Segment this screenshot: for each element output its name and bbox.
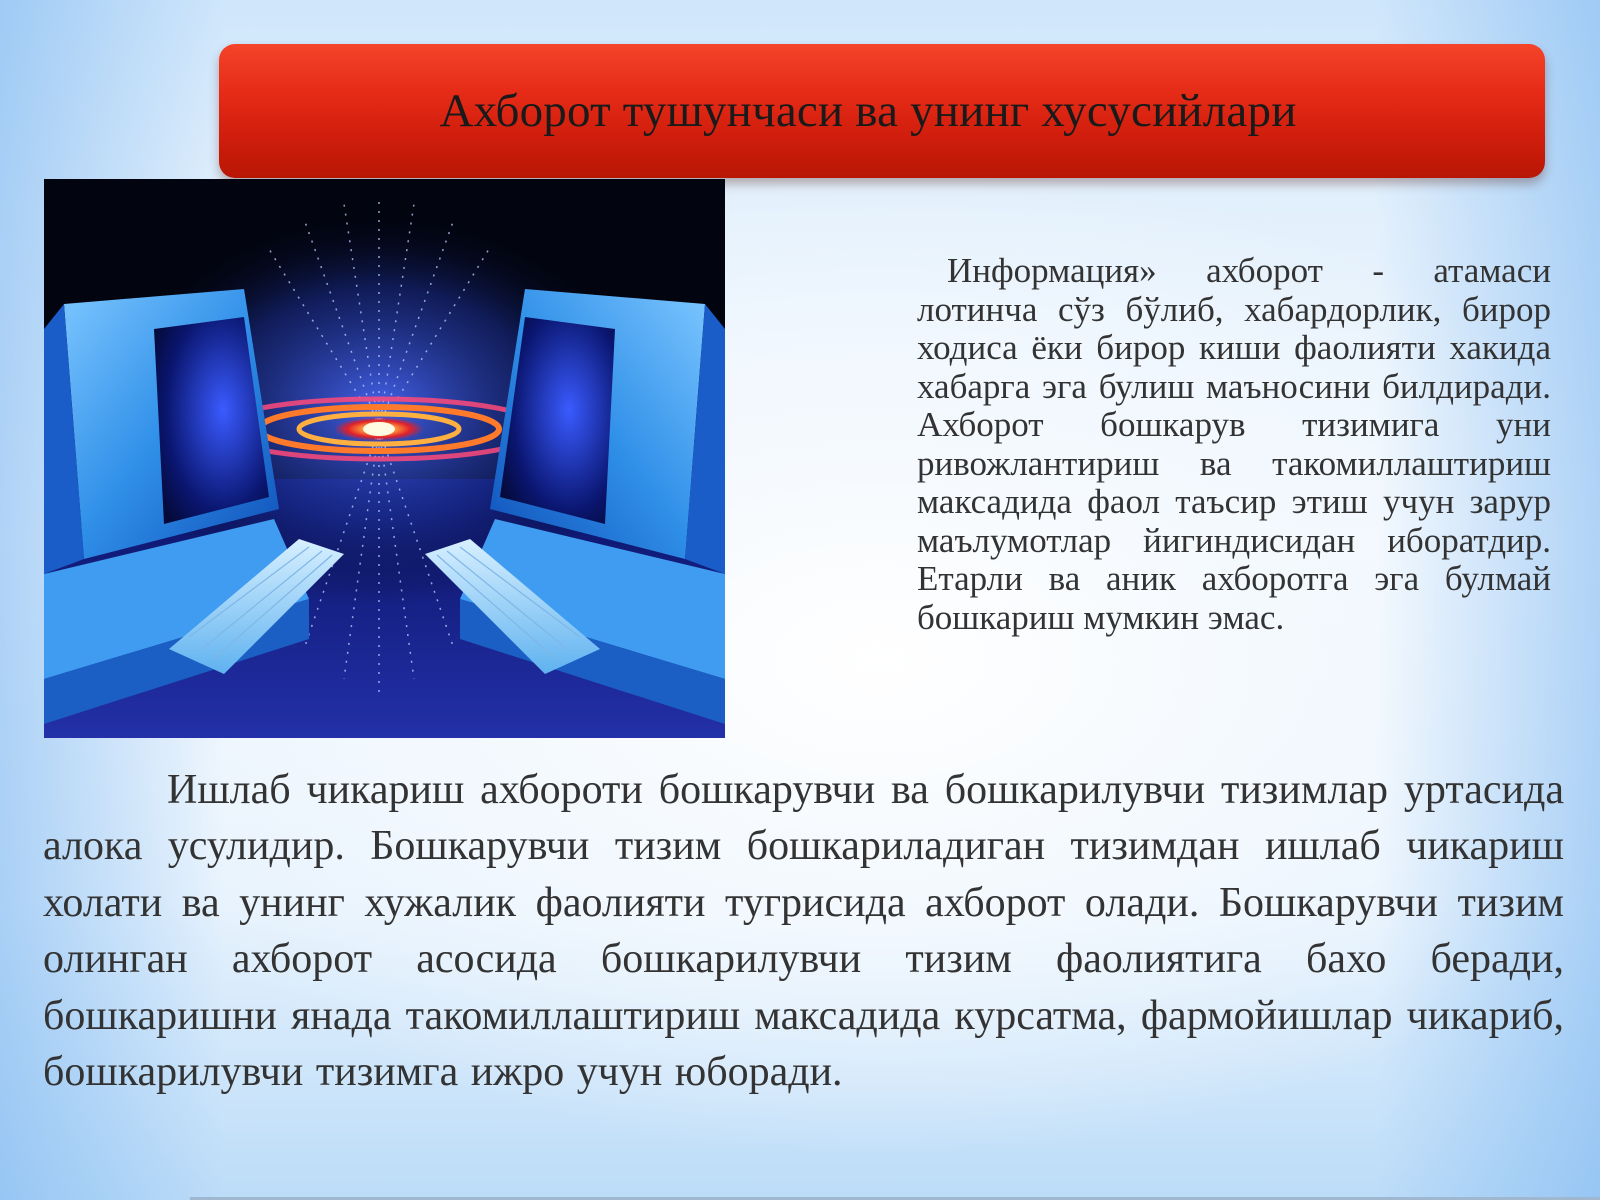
body-paragraph: Ишлаб чикариш ахбороти бошкарувчи ва бошкарилувчи тизимлар уртасида алока усулидир. Бошкарувчи тизим бошкариладиган тизимдан ишлаб чикариш холати ва унинг хужалик фаолияти тугрисида ахборот олади. Бошкарувчи тизим олинган ахборот асосида бошкарилувчи тизим фаолиятига бахо беради, бошкаришни янада такомиллаштириш максадида курсатма, фармойишлар чикариб, бошкарилувчи тизимга ижро учун юборади. <box>43 767 1564 1096</box>
slide-title: Ахборот тушунчаси ва унинг хусусийлари <box>439 85 1297 137</box>
title-banner <box>219 44 1545 178</box>
computers-data-exchange-illustration <box>44 179 725 738</box>
definition-paragraph: Информация» ахборот - атамаси лотинча сўз бўлиб, хабардорлик, бирор ходиса ёки бирор киши фаолияти хакида хабарга эга булиш маъносини билдиради. Ахборот бошкарув тизимига уни ривожлантириш ва такомиллаштириш максадида фаол таъсир этиш учун зарур маълумотлар йигиндисидан иборатдир. Етарли ва аник ахборотга эга булмай бошкариш мумкин эмас. <box>917 251 1551 637</box>
